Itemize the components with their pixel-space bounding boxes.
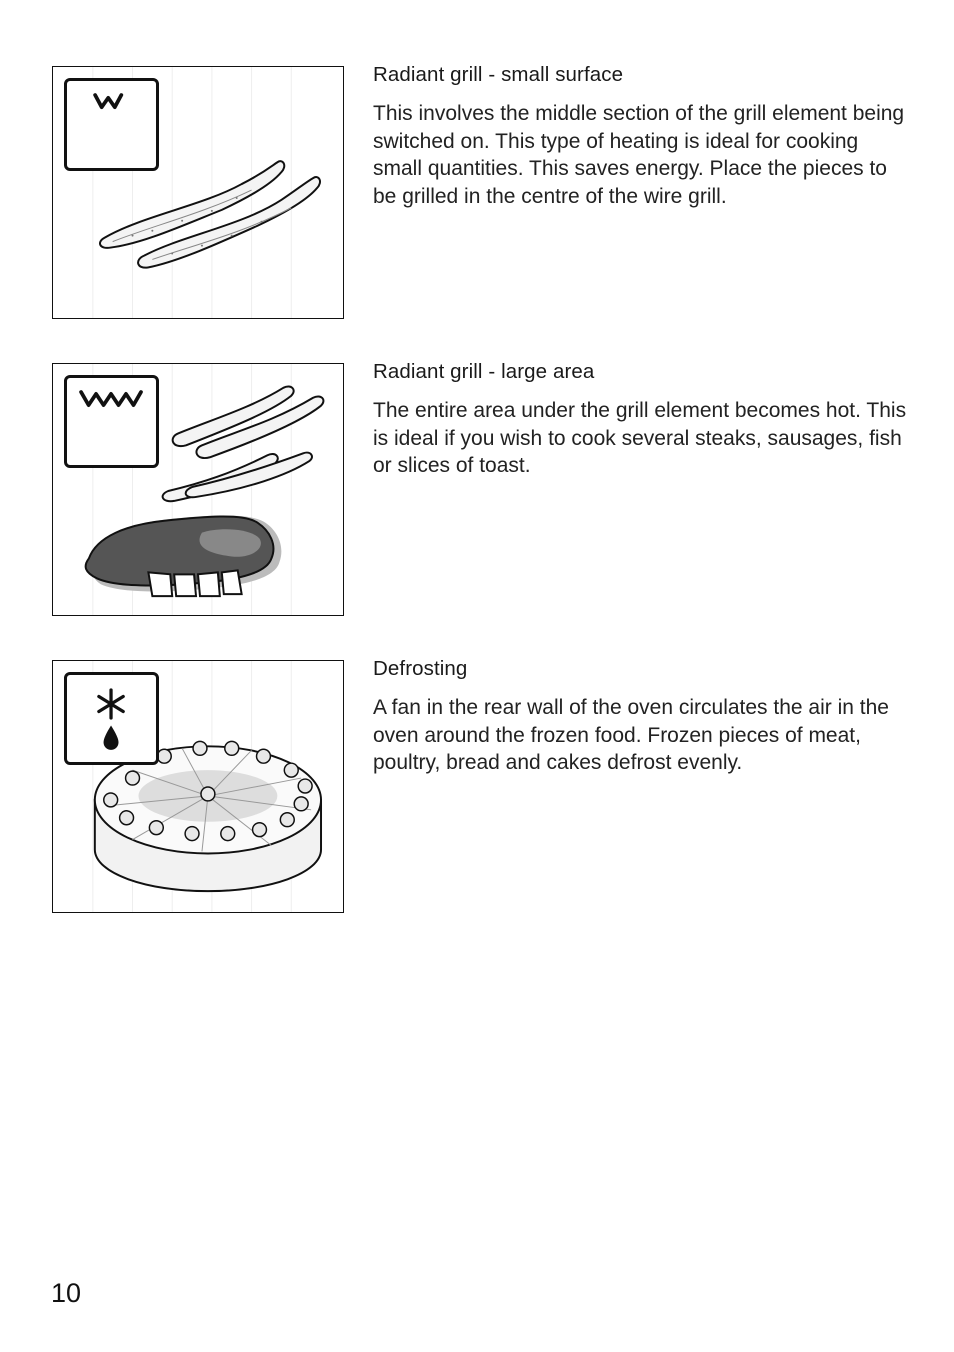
illustration-sausages-steak (52, 363, 344, 616)
illustration-cake (52, 660, 344, 913)
symbol-large-grill (64, 375, 159, 468)
symbol-small-grill (64, 78, 159, 171)
section-radiant-grill-small (0, 63, 954, 322)
small-grill-zigzag-icon (67, 81, 156, 168)
large-grill-zigzag-icon (67, 378, 156, 465)
section-body: The entire area under the grill element becomes hot. This is ideal if you wish to cook several steaks, sausages, fish or slices of toast. (373, 399, 907, 477)
section-radiant-grill-large (0, 360, 954, 619)
symbol-defrost (64, 672, 159, 765)
section-heading: Defrosting (373, 657, 468, 680)
section-defrosting (0, 657, 954, 916)
page-number: 10 (51, 1278, 82, 1308)
illustration-sausages (52, 66, 344, 319)
section-heading: Radiant grill - large area (373, 360, 595, 383)
section-body: A fan in the rear wall of the oven circulates the air in the oven around the frozen food. Frozen pieces of meat, poultry, bread and cakes defrost evenly. (373, 696, 889, 774)
section-heading: Radiant grill - small surface (373, 63, 624, 86)
snowflake-drop-icon (67, 675, 156, 762)
section-body: This involves the middle section of the grill element being switched on. This type of heating is ideal for cooking small quantities. This saves energy. Place the pieces to be grilled in the centre of the wire grill. (373, 102, 905, 208)
